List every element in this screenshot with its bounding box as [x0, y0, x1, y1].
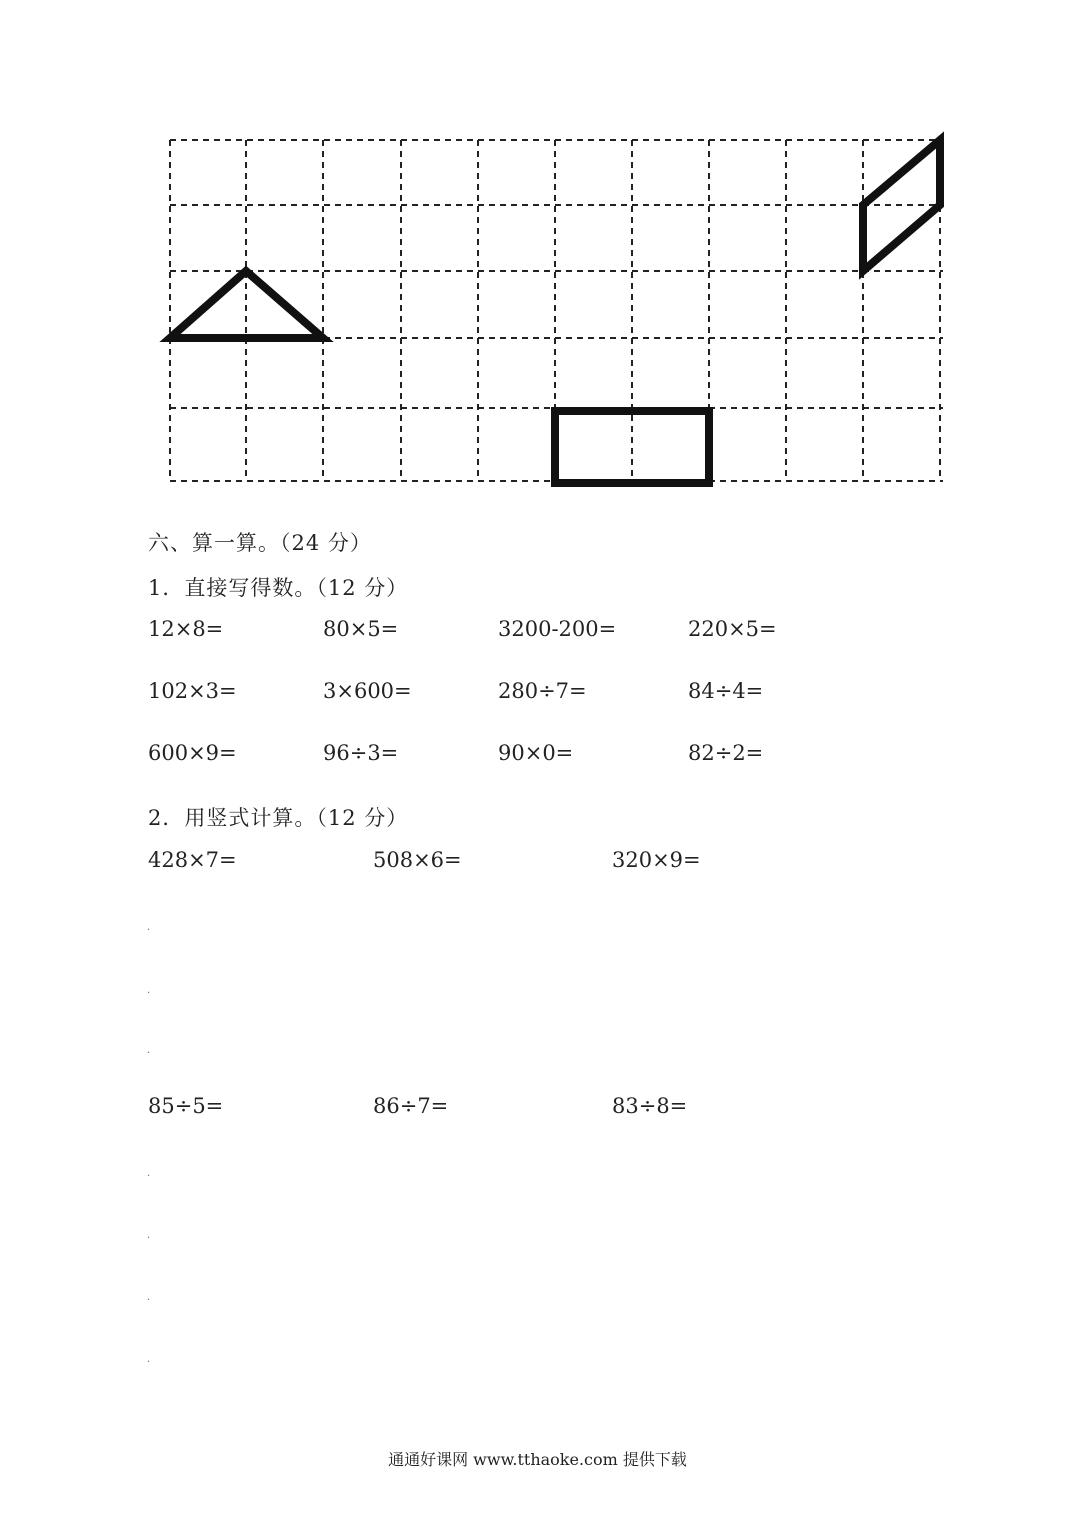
problem: 600×9= — [148, 741, 237, 765]
section-heading: 六、算一算。（24 分） — [148, 531, 372, 555]
problem: 86÷7= — [373, 1094, 449, 1118]
problem: 508×6= — [373, 848, 462, 872]
problem: 320×9= — [612, 848, 701, 872]
dotted-grid-figure — [0, 0, 1075, 500]
problem: 3200-200= — [498, 617, 617, 641]
problem: 90×0= — [498, 741, 574, 765]
blank-dot: . — [147, 1230, 151, 1241]
problem: 220×5= — [688, 617, 777, 641]
problem: 428×7= — [148, 848, 237, 872]
problem: 80×5= — [323, 617, 399, 641]
blank-dot: . — [147, 1354, 151, 1365]
problem: 82÷2= — [688, 741, 764, 765]
footer-text: 通通好课网 www.tthaoke.com 提供下载 — [388, 1450, 687, 1469]
problem: 84÷4= — [688, 679, 764, 703]
problem: 85÷5= — [148, 1094, 224, 1118]
problem: 12×8= — [148, 617, 224, 641]
blank-dot: . — [147, 1168, 151, 1179]
blank-dot: . — [147, 922, 151, 933]
blank-dot: . — [147, 1292, 151, 1303]
part2-heading: 2．用竖式计算。（12 分） — [148, 806, 409, 830]
problem: 3×600= — [323, 679, 412, 703]
blank-dot: . — [147, 1045, 151, 1056]
part1-heading: 1．直接写得数。（12 分） — [148, 576, 409, 600]
blank-dot: . — [147, 985, 151, 996]
problem: 102×3= — [148, 679, 237, 703]
problem: 83÷8= — [612, 1094, 688, 1118]
problem: 96÷3= — [323, 741, 399, 765]
problem: 280÷7= — [498, 679, 587, 703]
